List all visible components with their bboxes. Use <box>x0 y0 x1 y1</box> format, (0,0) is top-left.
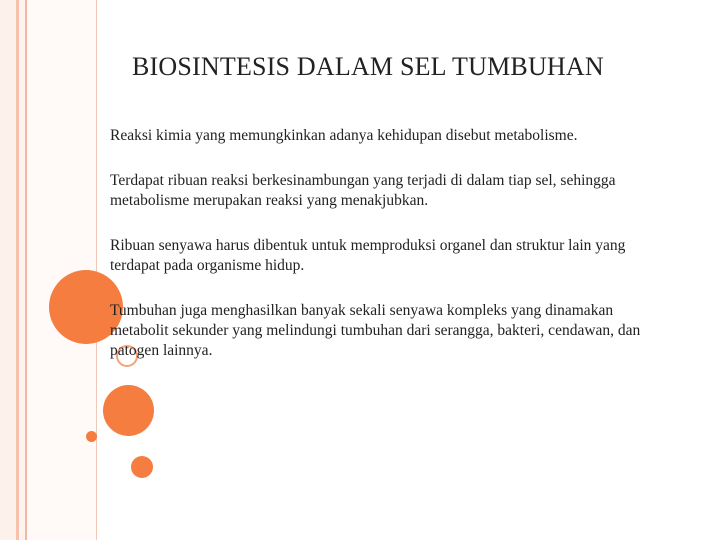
paragraph: Reaksi kimia yang memungkinkan adanya kehidupan disebut metabolisme. <box>110 127 578 144</box>
slide-body <box>110 126 670 386</box>
decorative-circle-small <box>131 456 153 478</box>
slide-title: BIOSINTESIS DALAM SEL TUMBUHAN <box>132 52 604 81</box>
paragraph: Terdapat ribuan reaksi berkesinambungan yang terjadi di dalam tiap sel, sehingga metabolisme merupakan reaksi yang menakjubkan. <box>110 172 616 209</box>
decorative-circle-medium <box>103 385 154 436</box>
paragraph: Tumbuhan juga menghasilkan banyak sekali senyawa kompleks yang dinamakan metabolit sekunder yang melindungi tumbuhan dari serangga, bakteri, cendawan, dan patogen lainnya. <box>110 302 641 359</box>
decorative-circle-tiny <box>86 431 97 442</box>
decorative-vertical-line <box>96 0 97 540</box>
paragraph: Ribuan senyawa harus dibentuk untuk memproduksi organel dan struktur lain yang terdapat pada organisme hidup. <box>110 237 626 274</box>
decorative-stripe <box>0 0 16 540</box>
